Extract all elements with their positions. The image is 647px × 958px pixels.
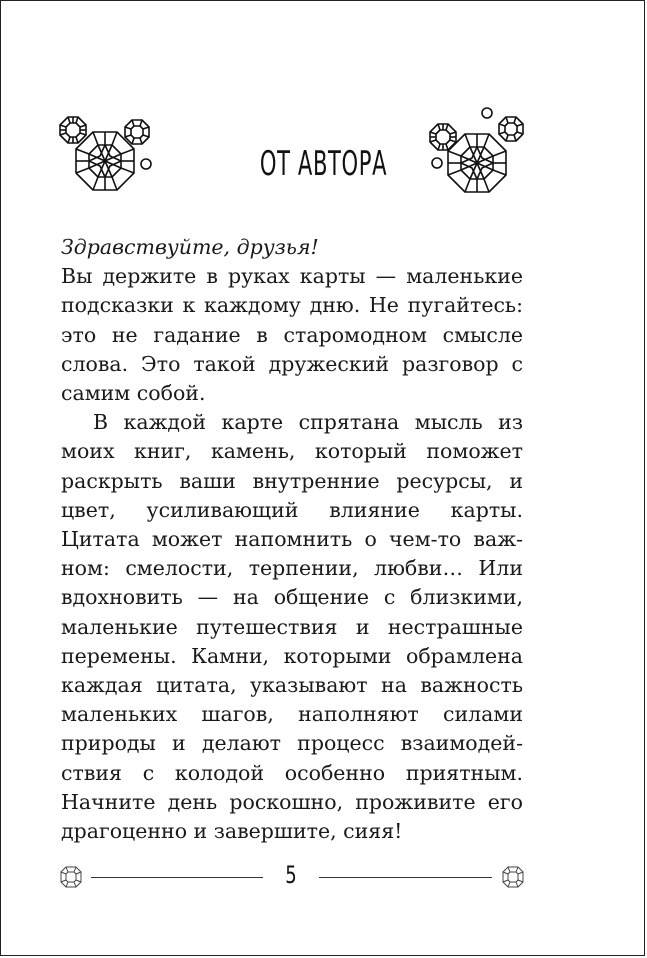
footer-rule-left [91, 877, 263, 878]
body-text [61, 233, 523, 846]
paragraph-2: В каждой карте спрятана мысль из моих книг, камень, который поможет раскрыть ваши внутренние ресурсы, и цвет, усиливающий влияние карты. Цитата может напомнить о чем-то важном: смелости, терпении, любви… Или вдохновить — на общение с близкими, маленькие путешествия и нестрашные перемены. Камни, которыми обрамлена каждая цитата, указывают на важность маленьких шагов, наполняют силами природы и делают процесс взаимодействия с колодой особенно приятным. Начните день роскошно, проживите его драгоценно и завершите, сияя! [61, 410, 523, 844]
footer-gem-left-icon [59, 865, 83, 889]
gem-cluster-right-icon [425, 105, 529, 197]
page-number: 5 [285, 861, 297, 889]
footer-gem-right-icon [501, 865, 525, 889]
footer-rule-right [319, 877, 492, 878]
greeting: Здравствуйте, друзья! [61, 235, 319, 259]
paragraph-1: Вы держите в руках карты — маленькие подсказки к каждому дню. Не пугайтесь: это не гадание в старомодном смысле слова. Это такой дружеский разговор с самим собой. [61, 264, 523, 406]
page-title: ОТ АВТОРА [259, 144, 388, 184]
